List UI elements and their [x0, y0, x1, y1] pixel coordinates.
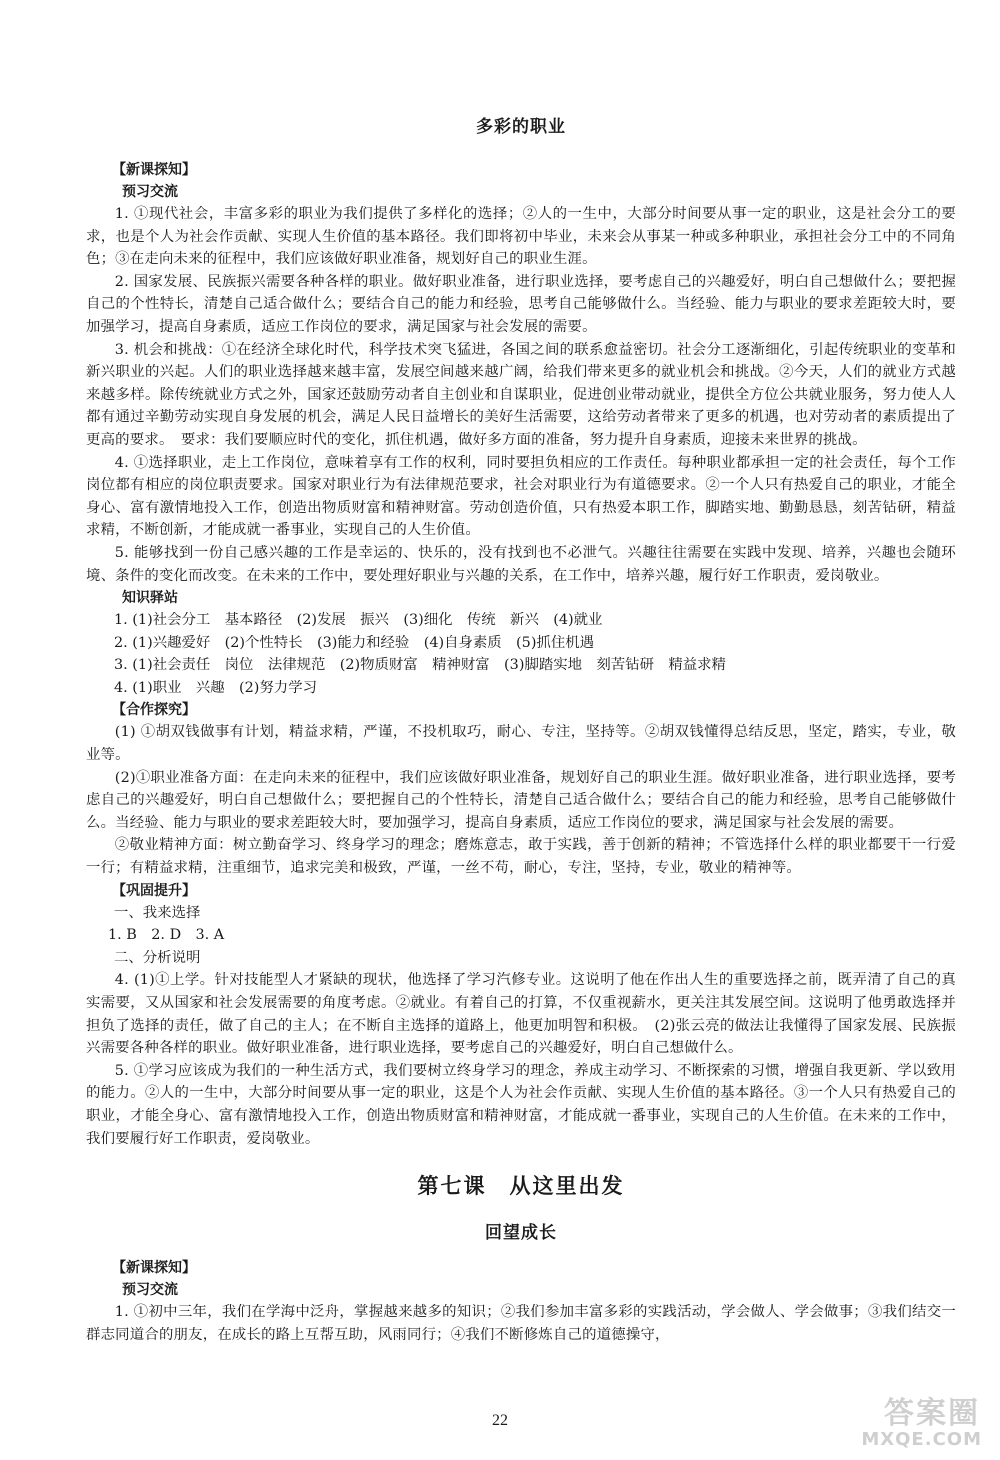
paragraph: 5. ①学习应该成为我们的一种生活方式，我们要树立终身学习的理念，养成主动学习、不断探索的习惯，增强自我更新、学以致用的能力。②人的一生中，大部分时间要从事一定的职业，这是个人为社会作贡献、实现人生价值的基本路径。③一个人只有热爱自己的职业，才能全身心、富有激情地投入工作，创造出物质财富和精神财富，才能成就一番事业，实现自己的人生价值。在未来的工作中，我们要履行好工作职责，爱岗敬业。: [86, 1062, 956, 1147]
heading-xinke: 【新课探知】: [112, 162, 196, 178]
page-number: 22: [492, 1412, 508, 1429]
subheading-yuxi: 预习交流: [122, 184, 178, 200]
paragraph: 3. 机会和挑战：①在经济全球化时代，科学技术突飞猛进，各国之间的联系愈益密切。社会分工逐渐细化，引起传统职业的变革和新兴职业的兴起。人们的职业选择越来越丰富，发展空间越来越广阔，给我们带来更多的就业机会和挑战。②今天，人们的就业方式越来越多样。除传统就业方式之外，国家还鼓励劳动者自主创业和自谋职业，促进创业带动就业，提供全方位公共就业服务，努力使人人都有通过辛勤劳动实现自身发展的机会，满足人民日益增长的美好生活需要，这给劳动者带来了更多的机遇，也对劳动者的素质提出了更高的要求。 要求：我们要顺应时代的变化，抓住机遇，做好多方面的准备，努力提升自身素质，迎接未来世界的挑战。: [86, 341, 956, 448]
watermark-logo: 答案圈: [884, 1396, 980, 1431]
page-content: [86, 108, 956, 1346]
paragraph: 4. (1)①上学。针对技能型人才紧缺的现状，他选择了学习汽修专业。这说明了他在作出人生的重要选择之前，既弄清了自己的真实需要，又从国家和社会发展需要的角度考虑。②就业。有着自己的打算，不仅重视薪水，更关注其发展空间。这说明了他勇敢选择并担负了选择的责任，做了自己的主人；在不断自主选择的道路上，他更加明智和积极。 (2)张云亮的做法让我懂得了国家发展、民族振兴需要各种各样的职业。做好职业准备，进行职业选择，要考虑自己的兴趣爱好，明白自己想做什么。: [86, 972, 956, 1057]
paragraph: (2)①职业准备方面：在走向未来的征程中，我们应该做好职业准备，规划好自己的职业生涯。做好职业准备，进行职业选择，要考虑自己的兴趣爱好，明白自己想做什么；要把握自己的个性特长，清楚自己适合做什么；要结合自己的能力和经验，思考自己能够做什么。当经验、能力与职业的要求差距较大时，要加强学习，提高自身素质，适应工作岗位的要求，满足国家与社会发展的需要。: [86, 769, 956, 831]
watermark-url: MXQE.COM: [861, 1429, 982, 1450]
section-title: 多彩的职业: [476, 117, 566, 137]
answer-line: 2. (1)兴趣爱好 (2)个性特长 (3)能力和经验 (4)自身素质 (5)抓住机遇: [114, 634, 594, 651]
answer-line: 3. (1)社会责任 岗位 法律规范 (2)物质财富 精神财富 (3)脚踏实地 刻苦钻研 精益求精: [114, 657, 726, 674]
answer-line: 4. (1)职业 兴趣 (2)努力学习: [114, 679, 317, 696]
section2-title: 回望成长: [485, 1223, 557, 1244]
subheading-yuxi-2: 预习交流: [122, 1282, 178, 1299]
lesson-title: 第七课 从这里出发: [417, 1174, 625, 1199]
paragraph: 2. 国家发展、民族振兴需要各种各样的职业。做好职业准备，进行职业选择，要考虑自己的兴趣爱好，明白自己想做什么；要把握自己的个性特长，清楚自己适合做什么；要结合自己的能力和经验，思考自己能够做什么。当经验、能力与职业的要求差距较大时，要加强学习，提高自身素质，适应工作岗位的要求，满足国家与社会发展的需要。: [86, 273, 956, 335]
paragraph: 1. ①初中三年，我们在学海中泛舟，掌握越来越多的知识；②我们参加丰富多彩的实践活动，学会做人、学会做事；③我们结交一群志同道合的朋友，在成长的路上互帮互助，风雨同行；④我们不断修炼自己的道德操守，: [86, 1304, 956, 1343]
paragraph: 1. ①现代社会，丰富多彩的职业为我们提供了多样化的选择；②人的一生中，大部分时间要从事一定的职业，这是社会分工的要求，也是个人为社会作贡献、实现人生价值的基本路径。我们即将初中毕业，未来会从事某一种或多种职业，承担社会分工中的不同角色；③在走向未来的征程中，我们应该做好职业准备，规划好自己的职业生涯。: [86, 206, 956, 268]
answer-line: 1. B 2. D 3. A: [108, 927, 225, 944]
subheading-xuanze: 一、我来选择: [114, 904, 201, 921]
paragraph: (1) ①胡双钱做事有计划，精益求精，严谨，不投机取巧，耐心、专注，坚持等。②胡双钱懂得总结反思，坚定，踏实，专业，敬业等。: [86, 724, 956, 764]
subheading-zhishi: 知识驿站: [122, 590, 178, 607]
paragraph: 5. 能够找到一份自己感兴趣的工作是幸运的、快乐的，没有找到也不必泄气。兴趣往往需要在实践中发现、培养，兴趣也会随环境、条件的变化而改变。在未来的工作中，要处理好职业与兴趣的关系，在工作中，培养兴趣，履行好工作职责，爱岗敬业。: [86, 544, 956, 584]
answer-line: 1. (1)社会分工 基本路径 (2)发展 振兴 (3)细化 传统 新兴 (4)就业: [114, 612, 603, 629]
heading-hezuo: 【合作探究】: [112, 702, 196, 719]
paragraph: 4. ①选择职业，走上工作岗位，意味着享有工作的权利，同时要担负相应的工作责任。每种职业都承担一定的社会责任，每个工作岗位都有相应的岗位职责要求。国家对职业行为有法律规范要求，社会对职业行为有道德要求。②一个人只有热爱自己的职业，才能全身心、富有激情地投入工作，创造出物质财富和精神财富。劳动创造价值，只有热爱本职工作，脚踏实地、勤勤恳恳，刻苦钻研，精益求精，不断创新，才能成就一番事业，实现自己的人生价值。: [86, 454, 956, 539]
heading-gonggu: 【巩固提升】: [112, 882, 196, 899]
subheading-fenxi: 二、分析说明: [114, 949, 201, 966]
watermark: [836, 1388, 986, 1450]
paragraph: ②敬业精神方面：树立勤奋学习、终身学习的理念；磨炼意志，敢于实践，善于创新的精神；不管选择什么样的职业都要干一行爱一行；有精益求精，注重细节，追求完美和极致，严谨，一丝不苟，耐心，专注，坚持，专业，敬业的精神等。: [86, 837, 956, 877]
heading-xinke-2: 【新课探知】: [112, 1260, 196, 1277]
